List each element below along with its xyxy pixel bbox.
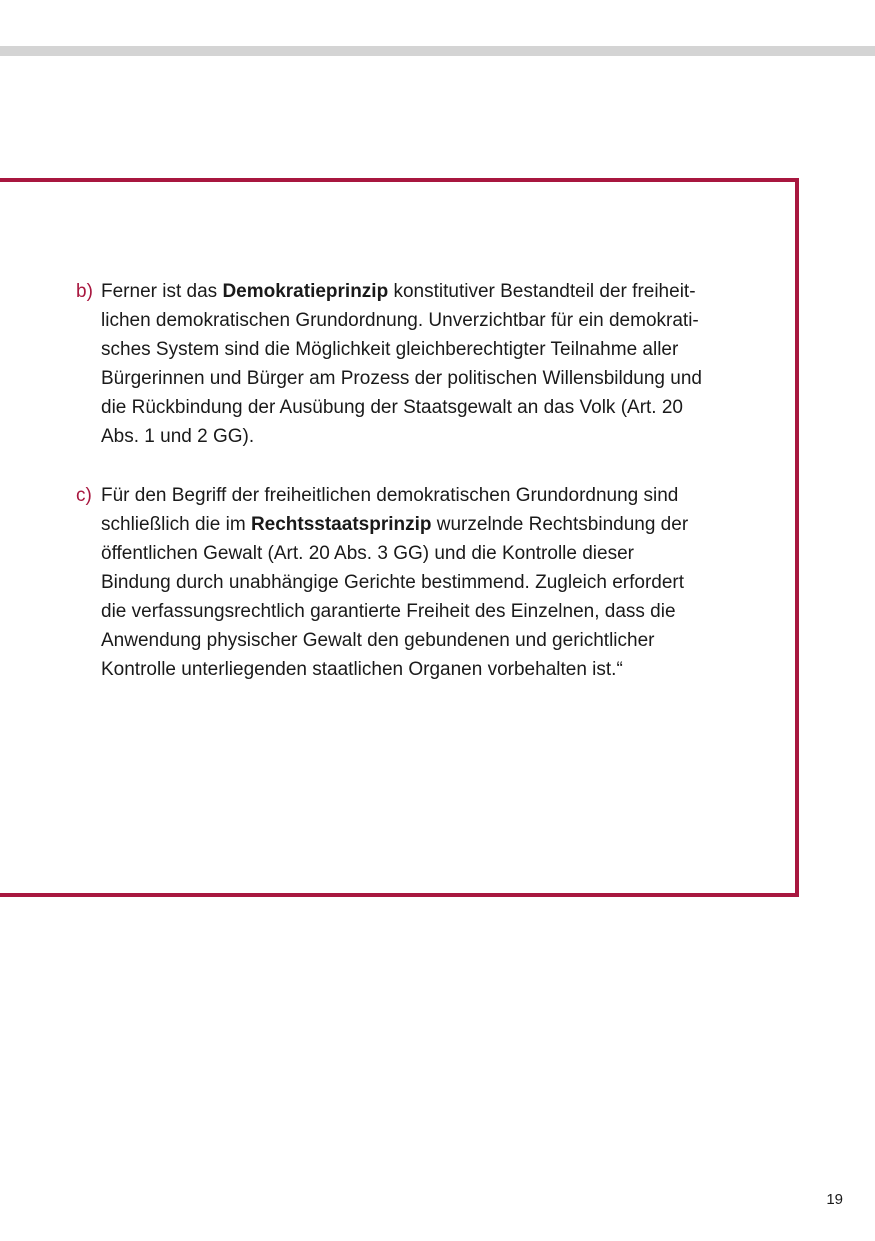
paragraph-line: Bürgerinnen und Bürger am Prozess der politischen Willensbildung und — [101, 368, 702, 389]
paragraph-line: Abs. 1 und 2 GG). — [101, 426, 255, 447]
emphasis-term: Demokratieprinzip — [222, 281, 389, 302]
text-segment: schließlich die im — [101, 514, 251, 535]
header-rule — [0, 46, 875, 56]
paragraph-line: sches System sind die Möglichkeit gleichberechtigter Teilnahme aller — [101, 339, 679, 360]
paragraph-line: die Rückbindung der Ausübung der Staatsgewalt an das Volk (Art. 20 — [101, 397, 683, 418]
page-number: 19 — [826, 1191, 843, 1208]
paragraph-line — [101, 277, 736, 306]
list-marker-c: c) — [76, 485, 92, 506]
paragraph-line: lichen demokratischen Grundordnung. Unverzichtbar für ein demokrati- — [101, 310, 699, 331]
list-item-c — [76, 481, 736, 684]
list-marker-b: b) — [76, 281, 93, 302]
paragraph-line: Kontrolle unterliegenden staatlichen Organen vorbehalten ist.“ — [101, 659, 623, 680]
text-segment: Ferner ist das — [101, 281, 223, 302]
paragraph-line: die verfassungsrechtlich garantierte Freiheit des Einzelnen, dass die — [101, 601, 676, 622]
text-segment: wurzelnde Rechtsbindung der — [431, 514, 689, 535]
paragraph-line: Anwendung physischer Gewalt den gebundenen und gerichtlicher — [101, 630, 655, 651]
paragraph-line: öffentlichen Gewalt (Art. 20 Abs. 3 GG) und die Kontrolle dieser — [101, 543, 634, 564]
list-item-b — [76, 277, 736, 451]
paragraph-line: Für den Begriff der freiheitlichen demokratischen Grundordnung sind — [101, 485, 679, 506]
paragraph-line: Bindung durch unabhängige Gerichte bestimmend. Zugleich erfordert — [101, 572, 685, 593]
text-segment: konstitutiver Bestandteil der freiheit- — [388, 281, 696, 302]
emphasis-term: Rechtsstaatsprinzip — [250, 514, 432, 535]
paragraph-line — [101, 510, 736, 539]
